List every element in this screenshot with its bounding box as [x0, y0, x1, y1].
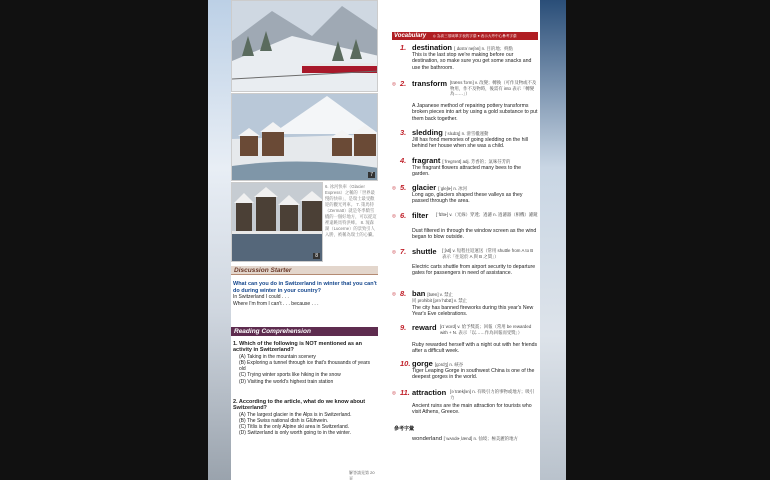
vocab-entry-3 [392, 128, 538, 150]
question-2-option-a: (A) The largest glacier in the Alps is in Switzerland. [239, 411, 352, 418]
vocab-entry-2 [392, 79, 538, 122]
question-2-option-c: (C) Titlis is the only Alpine ski area in Switzerland. [239, 424, 350, 431]
entry-headword: glacier [412, 183, 437, 192]
entry-example: Dust filtered in through the window screen as the wind began to blow outside. [412, 228, 537, 241]
entry-pos: [ˌdɛstəˈneʃən] n. 目的地；終點 [454, 46, 513, 51]
entry-headword: attraction [412, 388, 447, 397]
entry-number: 10. [400, 359, 411, 368]
vocab-entry-7 [392, 247, 538, 277]
vocab-entry-4 [392, 156, 538, 178]
entry-headword: destination [412, 43, 453, 52]
photo-number: 7 [370, 172, 373, 178]
zermatt-illustration [232, 94, 378, 181]
question-1-option-c: (C) Trying winter sports like hiking in the snow [239, 372, 341, 379]
vocab-entry-9 [392, 323, 538, 355]
entry-number: 8. [400, 289, 407, 298]
entry-example: Jill has fond memories of going sledding on the hill behind her house when she was a child. [412, 137, 528, 150]
question-1-option-d: (D) Visiting the world's highest train station [239, 378, 334, 385]
entry-pos: [ˈʃʌtḷ] v. 短程往返運送（常用 shuttle from A to B 表示「往返於 A 與 B 之間」） [442, 248, 534, 259]
right-column [392, 0, 538, 480]
photo-caption: 6. 冰河快車（Glacier Express）之稱的「世界最慢的快車」，是瑞士最受歡迎的觀光列車。 7. 策馬特（Zermatt）就是冬季騎雪橇的一個好地方，可以從這裡遠眺馬特洪峰。 8. 琉森湖（Lucerne）的景致引人入勝，被稱為瑞士的心臟。 [325, 184, 377, 237]
photo-lucerne [231, 182, 323, 262]
entry-pos: [bæn] v. 禁止 [427, 292, 453, 297]
vocabulary-title: Vocabulary [394, 33, 427, 39]
entry-mark: ◎ [392, 81, 396, 86]
reading-comprehension-header: Reading Comprehension [231, 327, 378, 336]
entry-pos: [ˈfɪltɚ] v.（光線）穿透；過濾 n. 過濾器（相機）濾鏡 [436, 212, 538, 217]
left-column [231, 0, 378, 480]
entry-number: 6. [400, 211, 407, 220]
entry-headword: ban [412, 289, 426, 298]
entry-number: 7. [400, 247, 407, 256]
reference-vocab-entry [412, 436, 538, 442]
entry-pos: [rɪˈwɔrd] v. 給予獎賞；回報（常用 be rewarded with + N. 表示「以……作為回報而受獎」） [440, 324, 532, 335]
entry-mark: ◎ [392, 390, 396, 395]
entry-mark: ◎ [392, 213, 396, 218]
entry-mark: ◎ [392, 249, 396, 254]
discussion-starter-header: Discussion Starter [231, 266, 378, 275]
discussion-line-1: In Switzerland I could . . . [233, 294, 289, 301]
entry-number: 9. [400, 323, 407, 332]
entry-number: 5. [400, 183, 407, 192]
entry-mark: ◎ [392, 291, 396, 296]
vocab-entry-10 [392, 359, 538, 381]
vocab-entry-5 [392, 183, 538, 205]
entry-example: Electric carts shuttle from airport security to departure gates for passengers in need of assistance. [412, 264, 536, 277]
entry-mark: ◎ [392, 185, 396, 190]
entry-number: 1. [400, 43, 407, 52]
question-2-option-b: (B) The Swiss national dish is Glühwein. [239, 417, 329, 424]
entry-synonym: 同 prohibit [prəˈhɪbɪt] v. 禁止 [412, 298, 468, 303]
entry-number: 2. [400, 79, 407, 88]
entry-pos: [ˈfregrənt] adj. 芳香的；氣味芬芳的 [442, 159, 511, 164]
glacier-express-illustration [232, 1, 378, 92]
reading-question-1 [233, 341, 378, 385]
entry-example: This is the last stop we're making before our destination, so make sure you get some snacks and use the bathroom. [412, 52, 532, 71]
vocab-entry-8 [392, 289, 538, 318]
reading-question-2 [233, 399, 378, 437]
lucerne-illustration [232, 183, 323, 262]
entry-headword: gorge [412, 359, 433, 368]
entry-example: Tiger Leaping Gorge in southwest China is one of the deepest gorges in the world. [412, 368, 535, 381]
question-1-text: 1. Which of the following is NOT mentioned as an activity in Switzerland? [233, 341, 362, 354]
entry-example: The city has banned fireworks during this year's New Year's Eve celebrations. [412, 305, 534, 318]
reference-word: wonderland [412, 436, 442, 442]
entry-headword: filter [412, 211, 429, 220]
entry-headword: fragrant [412, 156, 441, 165]
answer-page-note: 解答請見第 20 頁 [349, 470, 375, 480]
entry-headword: transform [412, 79, 448, 88]
vocab-entry-11 [392, 388, 538, 416]
entry-headword: sledding [412, 128, 443, 137]
right-background [540, 0, 566, 480]
entry-number: 3. [400, 128, 407, 137]
reference-vocab-title: 參考字彙 [394, 426, 415, 432]
entry-headword: reward [412, 323, 437, 332]
left-background [208, 0, 231, 480]
question-2-text: 2. According to the article, what do we know about Switzerland? [233, 399, 366, 412]
question-1-option-a: (A) Taking in the mountain scenery [239, 353, 316, 360]
entry-pos: [trænsˈfɔrm] v. 改變；轉換（可作及物或不及物用，作不及物時，後需有 into 表示「轉變為……」） [450, 80, 537, 97]
entry-example: Ruby rewarded herself with a night out with her friends after a difficult week. [412, 342, 538, 355]
entry-pos: [ˈslɛdɪŋ] n. 滑雪橇運動 [444, 131, 489, 136]
photo-zermatt [231, 93, 378, 181]
entry-number: 11. [400, 388, 410, 397]
magazine-page [231, 0, 540, 480]
entry-number: 4. [400, 156, 407, 165]
reference-gloss: [ˈwʌndɚˌlænd] n. 仙境；極美麗的地方 [443, 436, 518, 441]
discussion-line-2: Where I'm from I can't . . . because . . . [233, 300, 319, 307]
photo-glacier-express [231, 0, 378, 92]
vocab-entry-1 [392, 43, 538, 71]
vocab-entry-6 [392, 211, 538, 241]
entry-pos: [əˈtrækʃən] n. 有吸引力的事物或地方；吸引力 [450, 389, 535, 400]
discussion-question-text: What can you do in Switzerland in winter that you can't do during winter in your country? [233, 281, 377, 294]
vocabulary-header [392, 32, 538, 40]
question-1-option-b: (B) Exploring a tunnel through ice that's thousands of years old [239, 359, 371, 373]
photo-number: 8 [315, 253, 318, 259]
entry-example: Long ago, glaciers shaped these valleys as they passed through the area. [412, 192, 523, 205]
entry-example: Ancient ruins are the main attraction for tourists who visit Athens, Greece. [412, 403, 532, 416]
entry-example: The fragrant flowers attracted many bees to the garden. [412, 165, 521, 178]
entry-headword: shuttle [412, 247, 437, 256]
entry-pos: [ˈgleʃɚ] n. 冰河 [438, 186, 468, 191]
question-2-option-d: (D) Switzerland is only worth going to in the winter. [239, 430, 351, 437]
discussion-question [233, 281, 378, 307]
entry-example: A Japanese method of repairing pottery transforms broken pieces into art by using a gold substance to put them back together. [412, 103, 538, 122]
vocabulary-legend: ◎ 為高三領域單字表的字彙 ● 表示大考中心參考字彙 [432, 34, 517, 38]
entry-pos: [gɔrdʒ] n. 峽谷 [434, 362, 464, 367]
